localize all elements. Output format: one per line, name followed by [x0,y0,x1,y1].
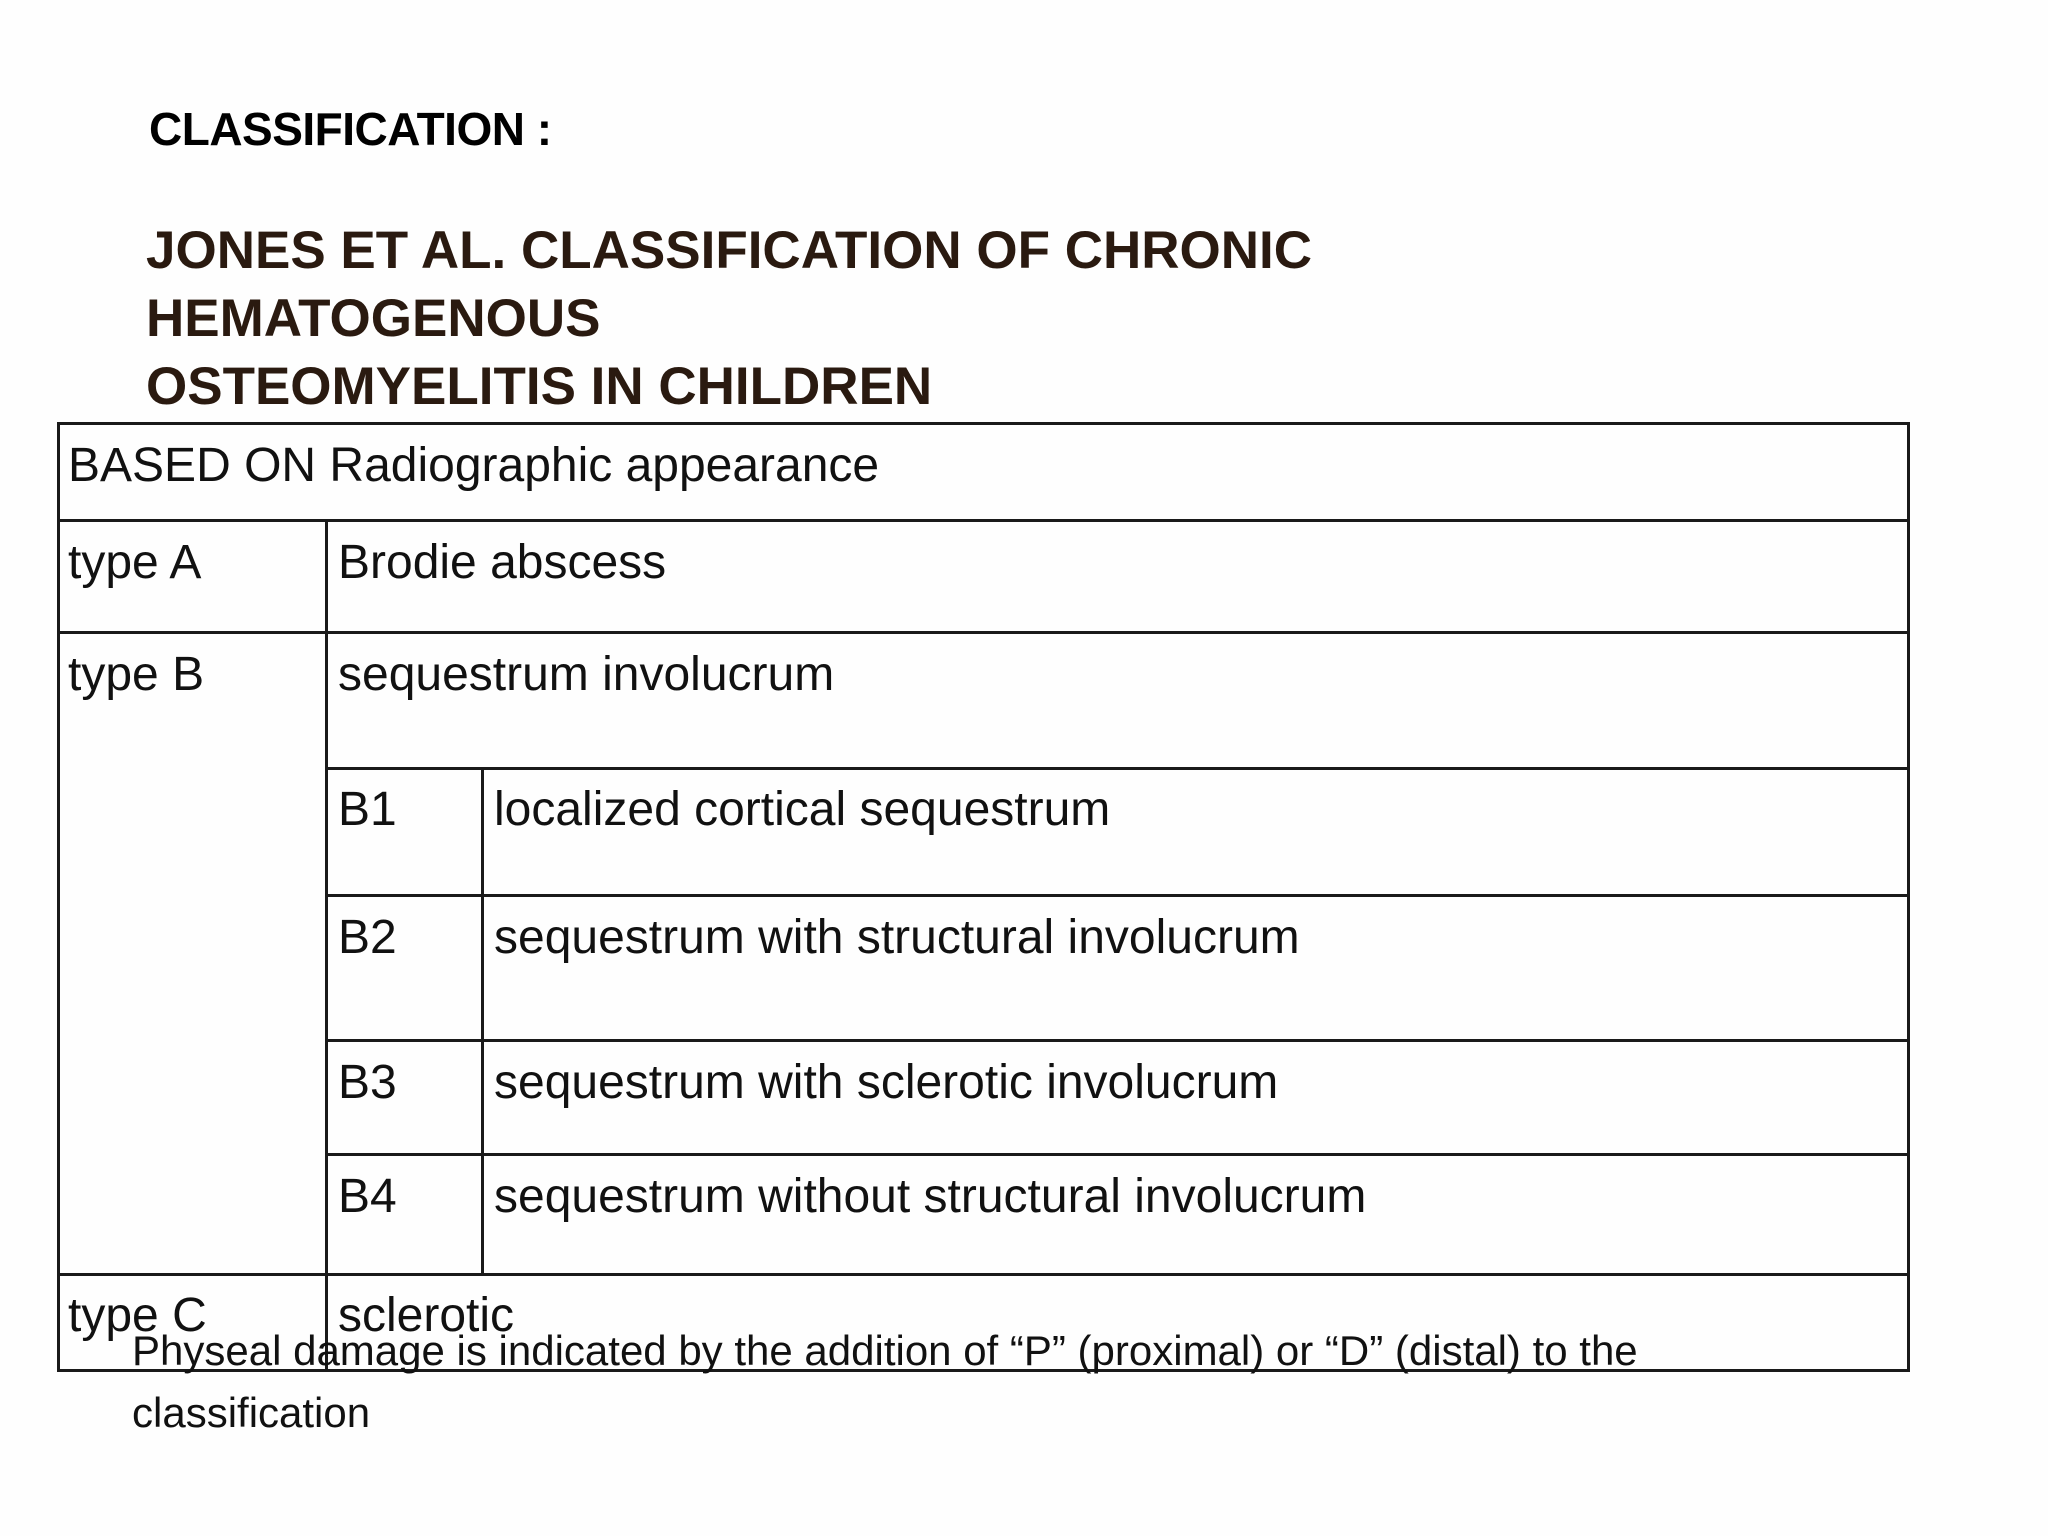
type-a-label: type A [68,536,202,589]
title-line-2: HEMATOGENOUS [146,289,601,348]
table-divider [57,631,1910,634]
table-divider [57,1273,1910,1276]
table-divider [325,1153,1910,1156]
subtype-code: B1 [338,783,397,836]
table-border-top [57,422,1910,425]
table-divider [325,894,1910,897]
subtype-desc: sequestrum with structural involucrum [494,911,1300,964]
title-line-1: JONES ET AL. CLASSIFICATION OF CHRONIC [146,221,1313,280]
subtype-code: B2 [338,911,397,964]
type-c-desc: sclerotic [338,1289,515,1342]
type-b-desc: sequestrum involucrum [338,648,835,701]
type-a-desc: Brodie abscess [338,536,667,589]
subtype-desc: sequestrum with sclerotic involucrum [494,1056,1279,1109]
footnote [132,1320,1638,1444]
table-divider [325,1039,1910,1042]
page-title [146,217,1312,421]
subtype-code: B3 [338,1056,397,1109]
subtype-code: B4 [338,1170,397,1223]
type-c-label: type C [68,1289,207,1342]
title-line-3: OSTEOMYELITIS IN CHILDREN [146,357,933,416]
section-heading: CLASSIFICATION : [149,103,552,155]
table-border-right [1907,422,1910,1372]
subtype-desc: localized cortical sequestrum [494,783,1111,836]
table-border-left [57,422,60,1372]
table-divider [325,767,1910,770]
type-b-label: type B [68,648,205,701]
table-column-divider [325,519,328,1372]
footnote-line-1: Physeal damage is indicated by the addition of “P” (proximal) or “D” (distal) to the [132,1327,1638,1374]
table-header: BASED ON Radiographic appearance [68,439,880,492]
table-divider [57,519,1910,522]
table-subcolumn-divider [481,767,484,1273]
subtype-desc: sequestrum without structural involucrum [494,1170,1367,1223]
footnote-line-2: classification [132,1389,371,1436]
